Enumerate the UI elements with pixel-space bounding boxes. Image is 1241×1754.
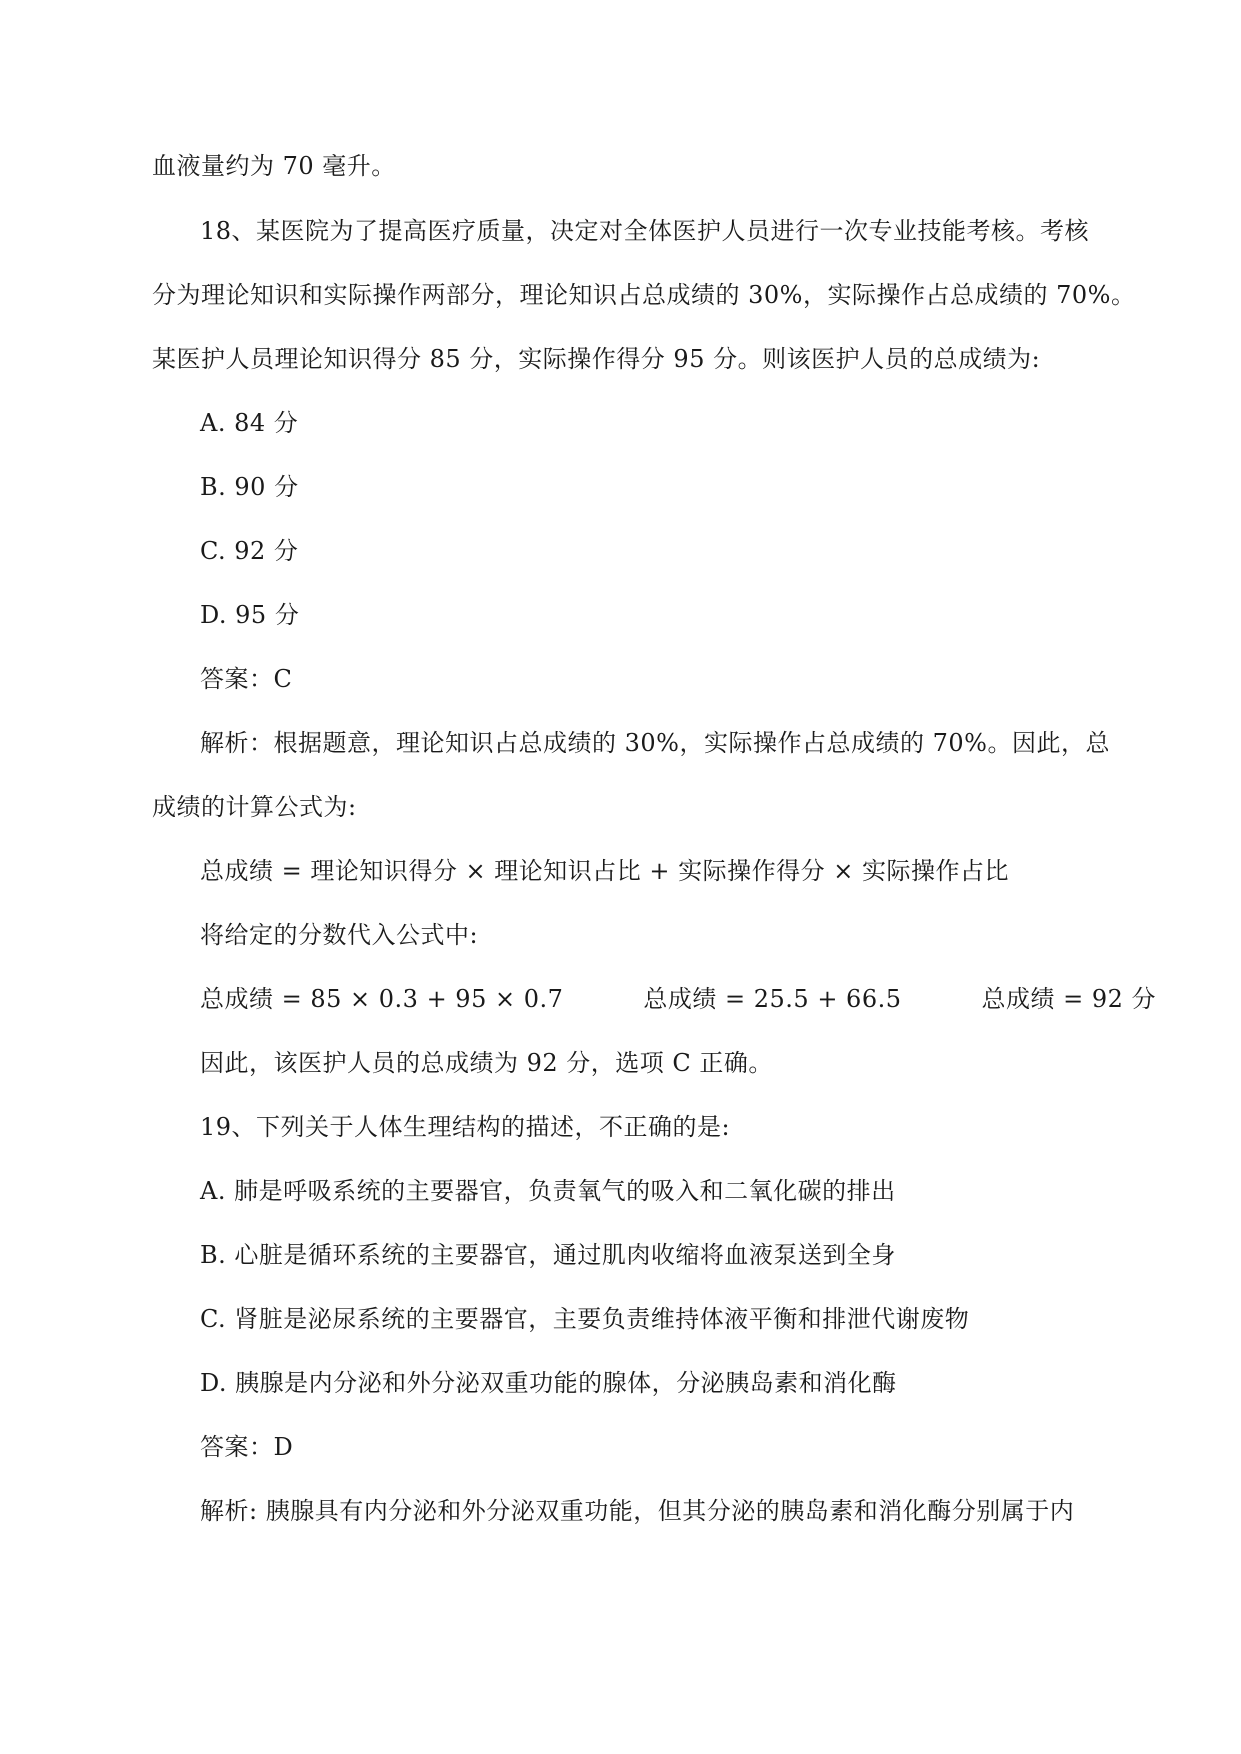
formula-line: 总成绩 = 理论知识得分 × 理论知识占比 + 实际操作得分 × 实际操作占比 bbox=[200, 857, 1009, 885]
option-c: C. 肾脏是泌尿系统的主要器官，主要负责维持体液平衡和排泄代谢废物 bbox=[200, 1305, 970, 1333]
question-18-line-3: 某医护人员理论知识得分 85 分，实际操作得分 95 分。则该医护人员的总成绩为: bbox=[152, 345, 1041, 373]
answer-19: 答案：D bbox=[200, 1433, 294, 1461]
option-d: D. 胰腺是内分泌和外分泌双重功能的腺体，分泌胰岛素和消化酶 bbox=[200, 1369, 897, 1397]
calculation-row bbox=[200, 983, 1156, 1015]
calculation-step-2: 总成绩 = 25.5 + 66.5 bbox=[643, 985, 902, 1013]
text-line: 血液量约为 70 毫升。 bbox=[152, 152, 396, 180]
analysis-19-line-1: 解析: 胰腺具有内分泌和外分泌双重功能，但其分泌的胰岛素和消化酶分别属于内 bbox=[200, 1497, 1075, 1525]
analysis-18-line-2: 成绩的计算公式为: bbox=[152, 793, 357, 821]
question-18-line-1: 18、某医院为了提高医疗质量，决定对全体医护人员进行一次专业技能考核。考核 bbox=[200, 217, 1090, 245]
option-b: B. 心脏是循环系统的主要器官，通过肌肉收缩将血液泵送到全身 bbox=[200, 1241, 896, 1269]
calculation-step-1: 总成绩 = 85 × 0.3 + 95 × 0.7 bbox=[200, 985, 564, 1013]
option-b: B. 90 分 bbox=[200, 473, 299, 501]
answer-18: 答案：C bbox=[200, 665, 293, 693]
question-19: 19、下列关于人体生理结构的描述，不正确的是: bbox=[200, 1113, 731, 1141]
analysis-18-line-1: 解析：根据题意，理论知识占总成绩的 30%，实际操作占总成绩的 70%。因此，总 bbox=[200, 729, 1110, 757]
option-a: A. 肺是呼吸系统的主要器官，负责氧气的吸入和二氧化碳的排出 bbox=[200, 1177, 896, 1205]
option-c: C. 92 分 bbox=[200, 537, 299, 565]
calculation-step-3: 总成绩 = 92 分 bbox=[981, 985, 1157, 1013]
option-a: A. 84 分 bbox=[200, 409, 299, 437]
question-18-line-2: 分为理论知识和实际操作两部分，理论知识占总成绩的 30%，实际操作占总成绩的 70%。 bbox=[152, 281, 1136, 309]
conclusion-18: 因此，该医护人员的总成绩为 92 分，选项 C 正确。 bbox=[200, 1049, 773, 1077]
option-d: D. 95 分 bbox=[200, 601, 300, 629]
substitution-note: 将给定的分数代入公式中: bbox=[200, 921, 479, 949]
